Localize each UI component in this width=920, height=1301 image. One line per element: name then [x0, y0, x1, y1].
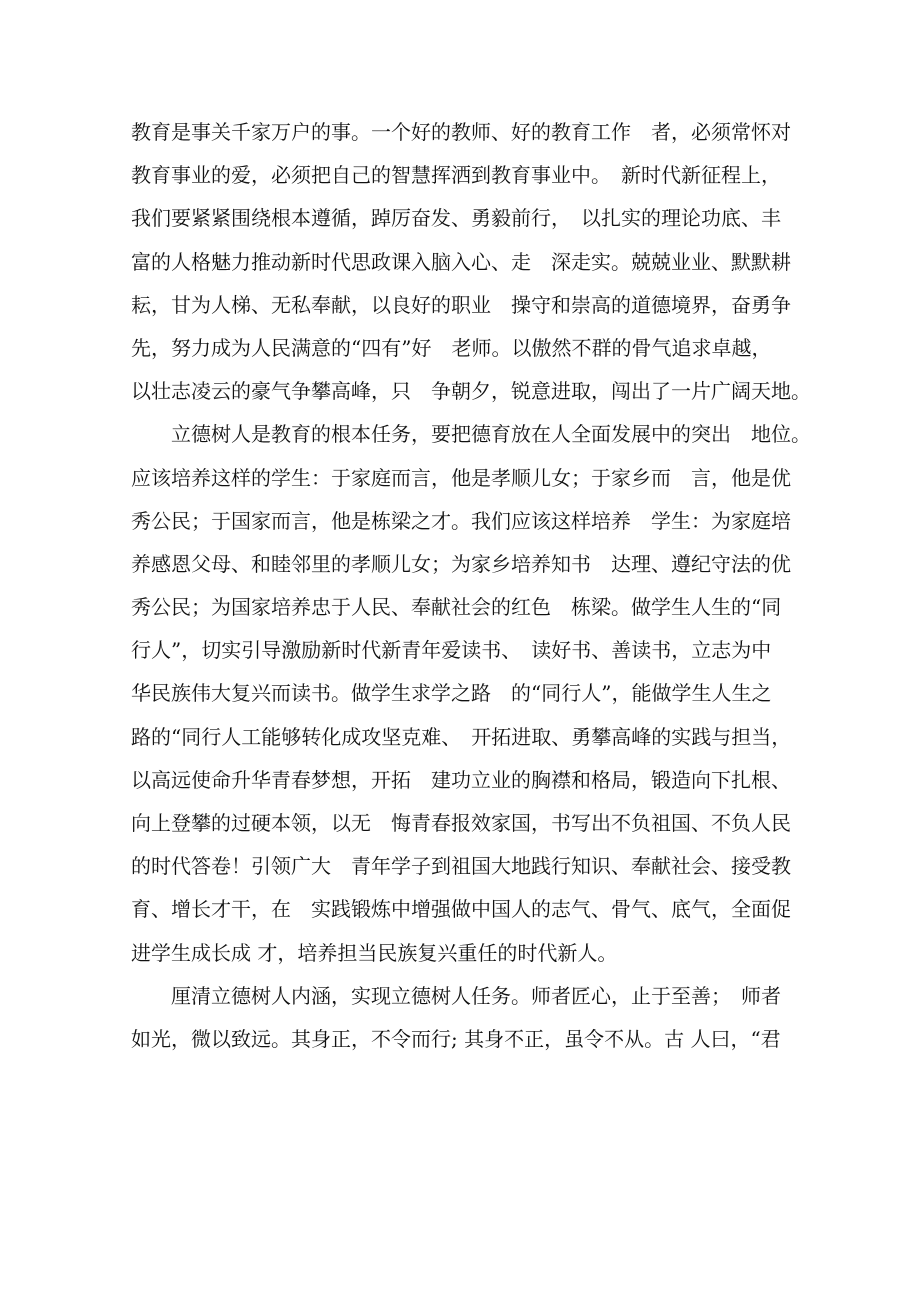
text-line: 以壮志凌云的豪气争攀高峰，只 争朝夕，锐意进取，闯出了一片广阔天地。: [131, 379, 811, 404]
text-line: 先，努力成为人民满意的“四有”好 老师。以傲然不群的骨气追求卓越，: [131, 335, 772, 360]
text-line: 厘清立德树人内涵，实现立德树人任务。师者匠心，止于至善； 师者: [131, 983, 781, 1008]
text-line: 进学生成长成 才，培养担当民族复兴重任的时代新人。: [131, 940, 618, 965]
text-line: 向上登攀的过硬本领，以无 悔青春报效家国，书写出不负祖国、不负人民: [131, 811, 791, 835]
text-line: 的时代答卷！引领广大 青年学子到祖国大地践行知识、奉献社会、接受教: [131, 854, 791, 879]
document-body: [131, 111, 811, 1061]
text-line: 如光，微以致远。其身正，不令而行; 其身不正，虽令不从。古 人曰，“君: [131, 1026, 781, 1051]
text-line: 教育事业的爱，必须把自己的智慧挥洒到教育事业中。 新时代新征程上，: [131, 163, 781, 188]
text-line: 秀公民；为国家培养忠于人民、奉献社会的红色 栋梁。做学生人生的“同: [131, 595, 782, 620]
text-line: 立德树人是教育的根本任务，要把德育放在人全面发展中的突出 地位。: [131, 422, 811, 447]
text-line: 以高远使命升华青春梦想，开拓 建功立业的胸襟和格局，锻造向下扎根、: [131, 767, 791, 792]
text-line: 华民族伟大复兴而读书。做学生求学之路 的“同行人”，能做学生人生之: [131, 681, 772, 706]
text-line: 教育是事关千家万户的事。一个好的教师、好的教育工作 者，必须常怀对: [131, 120, 791, 144]
text-line: 秀公民；于国家而言，他是栋梁之才。我们应该这样培养 学生：为家庭培: [131, 508, 791, 533]
text-line: 路的“同行人工能够转化成攻坚克难、 开拓进取、勇攀高峰的实践与担当，: [131, 724, 792, 749]
text-line: 富的人格魅力推动新时代思政课入脑入心、走 深走实。兢兢业业、默默耕: [131, 249, 791, 274]
text-line: 行人”，切实引导激励新时代新青年爱读书、 读好书、善读书，立志为中: [131, 638, 772, 663]
text-line: 耘，甘为人梯、无私奉献，以良好的职业 操守和崇高的道德境界，奋勇争: [131, 292, 791, 317]
text-line: 应该培养这样的学生：于家庭而言，他是孝顺儿女；于家乡而 言，他是优: [131, 465, 791, 490]
text-line: 育、增长才干，在 实践锻炼中增强做中国人的志气、骨气、底气，全面促: [131, 897, 791, 922]
text-line: 我们要紧紧围绕根本遵循，踔厉奋发、勇毅前行， 以扎实的理论功底、丰: [131, 206, 781, 231]
text-line: 养感恩父母、和睦邻里的孝顺儿女；为家乡培养知书 达理、遵纪守法的优: [131, 551, 791, 576]
